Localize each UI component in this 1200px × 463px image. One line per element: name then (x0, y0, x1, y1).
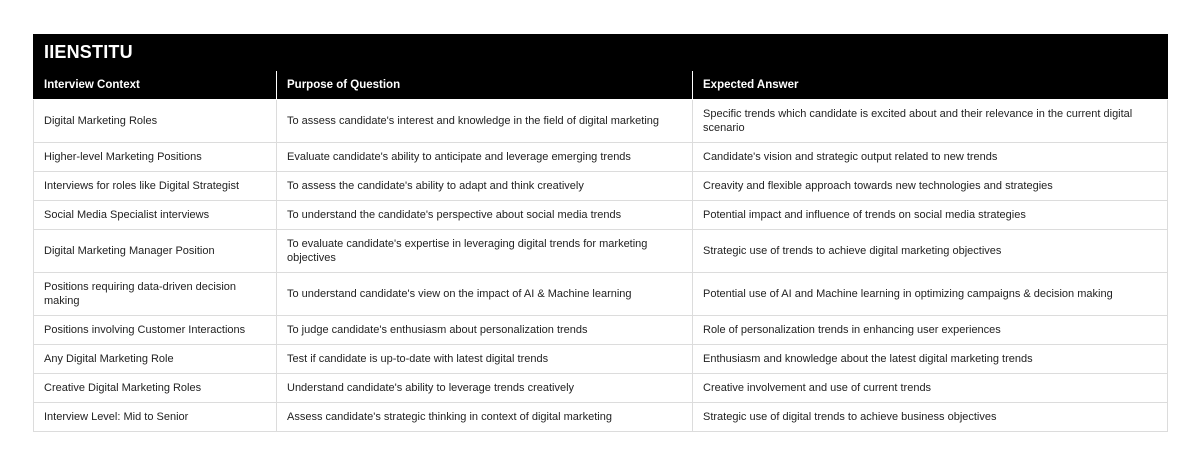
column-header-interview-context: Interview Context (34, 71, 277, 100)
table-row (34, 273, 1168, 316)
cell-expected-answer: Potential use of AI and Machine learning in optimizing campaigns & decision making (693, 273, 1168, 316)
cell-purpose-of-question: To evaluate candidate's expertise in leveraging digital trends for marketing objectives (277, 230, 693, 273)
cell-interview-context: Positions involving Customer Interactions (34, 316, 277, 345)
cell-interview-context: Positions requiring data-driven decision making (34, 273, 277, 316)
cell-interview-context: Digital Marketing Manager Position (34, 230, 277, 273)
cell-purpose-of-question: To understand candidate's view on the impact of AI & Machine learning (277, 273, 693, 316)
cell-interview-context: Digital Marketing Roles (34, 100, 277, 143)
table-row (34, 403, 1168, 432)
table-row (34, 374, 1168, 403)
cell-expected-answer: Potential impact and influence of trends on social media strategies (693, 201, 1168, 230)
cell-expected-answer: Enthusiasm and knowledge about the latest digital marketing trends (693, 345, 1168, 374)
cell-purpose-of-question: To judge candidate's enthusiasm about personalization trends (277, 316, 693, 345)
cell-expected-answer: Strategic use of trends to achieve digital marketing objectives (693, 230, 1168, 273)
cell-interview-context: Interview Level: Mid to Senior (34, 403, 277, 432)
table-row (34, 345, 1168, 374)
table-header-row (34, 71, 1168, 100)
cell-expected-answer: Candidate's vision and strategic output related to new trends (693, 143, 1168, 172)
cell-expected-answer: Strategic use of digital trends to achieve business objectives (693, 403, 1168, 432)
cell-interview-context: Social Media Specialist interviews (34, 201, 277, 230)
cell-interview-context: Any Digital Marketing Role (34, 345, 277, 374)
cell-purpose-of-question: Understand candidate's ability to leverage trends creatively (277, 374, 693, 403)
interview-questions-table (33, 34, 1168, 432)
table-row (34, 316, 1168, 345)
column-header-purpose-of-question: Purpose of Question (277, 71, 693, 100)
cell-purpose-of-question: Test if candidate is up-to-date with latest digital trends (277, 345, 693, 374)
data-table-container (33, 34, 1167, 432)
cell-purpose-of-question: Assess candidate's strategic thinking in context of digital marketing (277, 403, 693, 432)
table-row (34, 100, 1168, 143)
cell-expected-answer: Role of personalization trends in enhancing user experiences (693, 316, 1168, 345)
table-title: IIENSTITU (34, 35, 1168, 71)
cell-expected-answer: Specific trends which candidate is excited about and their relevance in the current digital scenario (693, 100, 1168, 143)
table-row (34, 201, 1168, 230)
cell-expected-answer: Creative involvement and use of current trends (693, 374, 1168, 403)
cell-interview-context: Interviews for roles like Digital Strategist (34, 172, 277, 201)
cell-purpose-of-question: Evaluate candidate's ability to anticipate and leverage emerging trends (277, 143, 693, 172)
cell-purpose-of-question: To assess the candidate's ability to adapt and think creatively (277, 172, 693, 201)
cell-expected-answer: Creavity and flexible approach towards new technologies and strategies (693, 172, 1168, 201)
table-title-row (34, 35, 1168, 71)
cell-purpose-of-question: To understand the candidate's perspective about social media trends (277, 201, 693, 230)
cell-interview-context: Creative Digital Marketing Roles (34, 374, 277, 403)
table-row (34, 230, 1168, 273)
table-row (34, 143, 1168, 172)
column-header-expected-answer: Expected Answer (693, 71, 1168, 100)
cell-purpose-of-question: To assess candidate's interest and knowledge in the field of digital marketing (277, 100, 693, 143)
table-row (34, 172, 1168, 201)
cell-interview-context: Higher-level Marketing Positions (34, 143, 277, 172)
